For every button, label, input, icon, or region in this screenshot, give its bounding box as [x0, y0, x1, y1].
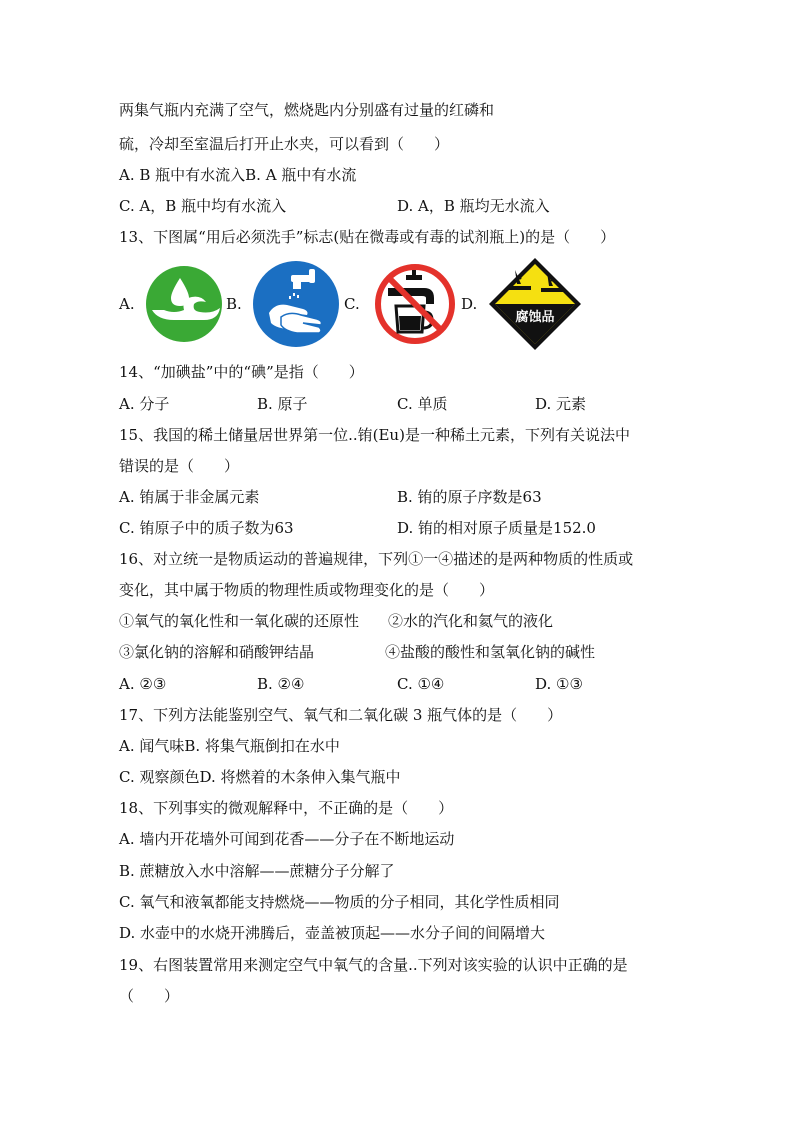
q16-option-c: C. ①④	[397, 675, 445, 693]
q18-option-c: C. 氧气和液氧都能支持燃烧——物质的分子相同，其化学性质相同	[119, 893, 560, 911]
q16-option-d: D. ①③	[535, 675, 583, 693]
intro-option-c: C. A，B 瓶中均有水流入	[119, 197, 287, 215]
q16-option-b: B. ②④	[257, 675, 305, 693]
q14-option-b: B. 原子	[257, 395, 308, 413]
q16-option-a: A. ②③	[119, 675, 167, 693]
q17-options-ab: A. 闻气味B. 将集气瓶倒扣在水中	[119, 737, 340, 755]
q17-options-cd: C. 观察颜色D. 将燃着的木条伸入集气瓶中	[119, 768, 401, 786]
no-drinking-water-icon	[372, 258, 458, 350]
q15-option-d: D. 铕的相对原子质量是152.0	[397, 519, 596, 537]
q14-option-d: D. 元素	[535, 395, 587, 413]
q16-item-1: ①氧气的氧化性和一氧化碳的还原性	[119, 612, 360, 630]
q16-item-2: ②水的汽化和氦气的液化	[388, 612, 554, 630]
corrosive-label: 腐蚀品	[515, 310, 555, 325]
q17-stem: 17、下列方法能鉴别空气、氧气和二氧化碳 3 瓶气体的是（ ）	[119, 706, 563, 724]
q18-option-a: A. 墙内开花墙外可闻到花香——分子在不断地运动	[119, 830, 455, 848]
q18-stem: 18、下列事实的微观解释中，不正确的是（ ）	[119, 799, 454, 817]
q14-option-a: A. 分子	[119, 395, 170, 413]
intro-line-1: 两集气瓶内充满了空气，燃烧匙内分别盛有过量的红磷和	[119, 101, 495, 119]
q15-option-c: C. 铕原子中的质子数为63	[119, 519, 294, 537]
q19-stem-1: 19、右图装置常用来测定空气中氧气的含量..下列对该实验的认识中正确的是	[119, 956, 628, 974]
corrosive-icon	[485, 256, 585, 352]
q15-option-b: B. 铕的原子序数是63	[397, 488, 542, 506]
q13-label-d: D.	[461, 295, 478, 313]
q15-stem-1: 15、我国的稀土储量居世界第一位..铕(Eu)是一种稀土元素，下列有关说法中	[119, 426, 630, 444]
q16-stem-2: 变化，其中属于物质的物理性质或物理变化的是（ ）	[119, 581, 495, 599]
intro-line-2: 硫，冷却至室温后打开止水夹，可以看到（ ）	[119, 135, 450, 153]
q19-stem-2: （ ）	[119, 987, 180, 1005]
q14-stem: 14、“加碘盐”中的“碘”是指（ ）	[119, 363, 364, 381]
q15-option-a: A. 铕属于非金属元素	[119, 488, 260, 506]
q13-label-c: C.	[344, 295, 360, 313]
q14-option-c: C. 单质	[397, 395, 448, 413]
q18-option-b: B. 蔗糖放入水中溶解——蔗糖分子分解了	[119, 862, 395, 880]
q16-item-4: ④盐酸的酸性和氢氧化钠的碱性	[385, 643, 596, 661]
intro-option-d: D. A，B 瓶均无水流入	[397, 197, 550, 215]
q18-option-d: D. 水壶中的水烧开沸腾后，壶盖被顶起——水分子间的间隔增大	[119, 924, 546, 942]
q13-icon-row	[119, 256, 589, 352]
q15-stem-2: 错误的是（ ）	[119, 457, 240, 475]
intro-option-ab: A. B 瓶中有水流入B. A 瓶中有水流	[119, 166, 357, 184]
q13-label-b: B.	[226, 295, 242, 313]
q16-item-3: ③氯化钠的溶解和硝酸钾结晶	[119, 643, 315, 661]
water-drop-icon	[144, 264, 224, 344]
hand-washing-icon	[251, 259, 341, 349]
q13-label-a: A.	[119, 295, 135, 313]
q16-stem-1: 16、对立统一是物质运动的普遍规律，下列①一④描述的是两种物质的性质或	[119, 550, 634, 568]
q13-stem: 13、下图属“用后必须洗手”标志(贴在微毒或有毒的试剂瓶上)的是（ ）	[119, 228, 616, 246]
